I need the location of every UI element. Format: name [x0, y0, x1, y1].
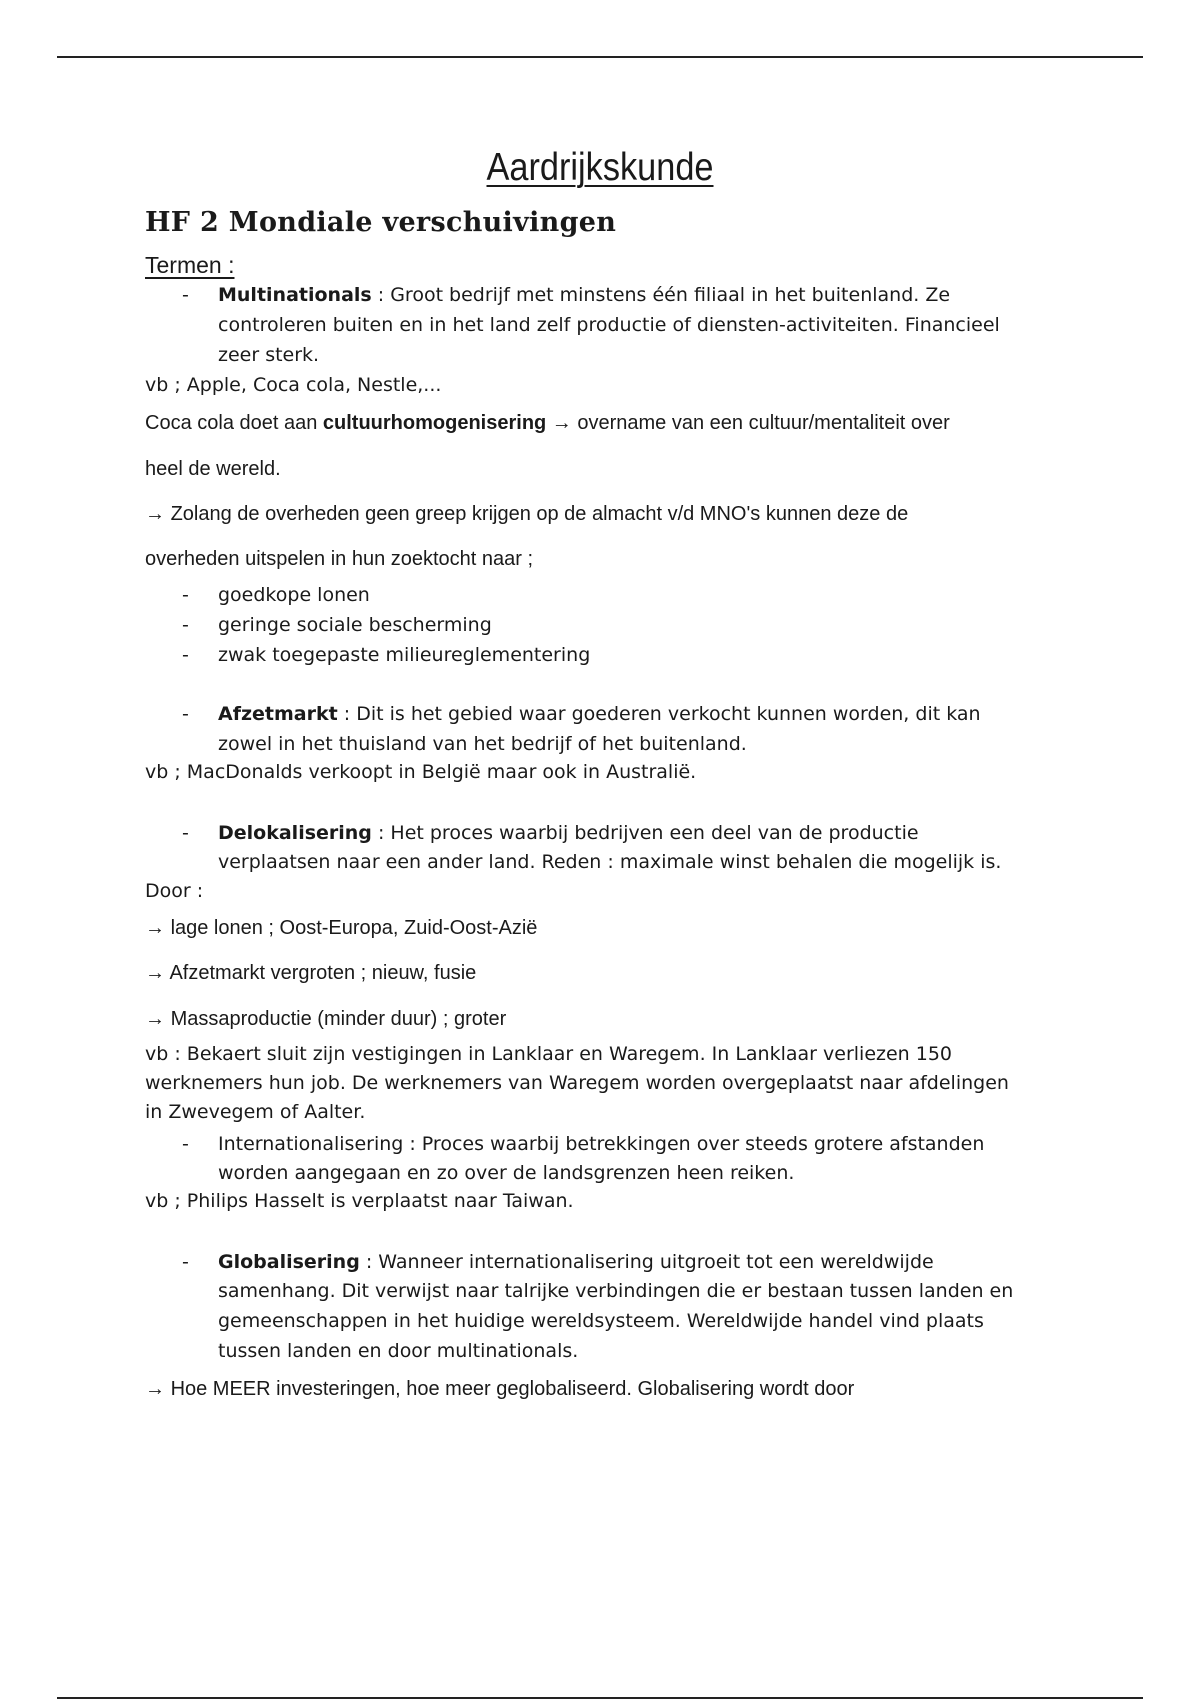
internationalisering-example: vb ; Philips Hasselt is verplaatst naar Taiwan. [145, 1190, 574, 1212]
multinationals-line: Multinationals : Groot bedrijf met minstens één filiaal in het buitenland. Ze [218, 284, 951, 306]
bullet-marker: - [182, 614, 189, 636]
cultuur-line: heel de wereld. [145, 458, 281, 480]
arrow-icon: → [145, 917, 165, 939]
bullet-marker: - [182, 644, 189, 666]
page-title: Aardrijkskunde [486, 146, 714, 189]
overheden-line: overheden uitspelen in hun zoektocht naar ; [145, 548, 534, 570]
bottom-rule [57, 1697, 1143, 1699]
bullet-marker: - [182, 822, 189, 844]
bullet-marker: - [182, 584, 189, 606]
arrow-icon: → [145, 1378, 165, 1400]
list-item: geringe sociale bescherming [218, 614, 492, 636]
delokalisering-line: Delokalisering : Het proces waarbij bedrijven een deel van de productie [218, 822, 919, 844]
top-rule [57, 56, 1143, 58]
section-heading: Termen : [145, 252, 235, 278]
list-item: zwak toegepaste milieureglementering [218, 644, 591, 666]
afzetmarkt-line: zowel in het thuisland van het bedrijf of het buitenland. [218, 733, 747, 755]
term-multinationals: Multinationals [218, 284, 372, 306]
internationalisering-line: Internationalisering : Proces waarbij betrekkingen over steeds grotere afstanden [218, 1133, 985, 1155]
bullet-marker: - [182, 1251, 189, 1273]
reason-line: → Afzetmarkt vergroten ; nieuw, fusie [145, 962, 477, 984]
term-globalisering: Globalisering [218, 1251, 360, 1273]
afzetmarkt-line: Afzetmarkt : Dit is het gebied waar goederen verkocht kunnen worden, dit kan [218, 703, 981, 725]
delokalisering-line: verplaatsen naar een ander land. Reden : maximale winst behalen die mogelijk is. [218, 851, 1002, 873]
arrow-icon: → [145, 962, 165, 984]
internationalisering-line: worden aangegaan en zo over de landsgrenzen heen reiken. [218, 1162, 795, 1184]
globalisering-line: tussen landen en door multinationals. [218, 1340, 579, 1362]
bullet-marker: - [182, 1133, 189, 1155]
globalisering-conclusion: → Hoe MEER investeringen, hoe meer geglobaliseerd. Globalisering wordt door [145, 1378, 855, 1400]
delokalisering-example: in Zwevegem of Aalter. [145, 1101, 366, 1123]
arrow-icon: → [145, 1008, 165, 1030]
delokalisering-example: werknemers hun job. De werknemers van Waregem worden overgeplaatst naar afdelingen [145, 1072, 1009, 1094]
multinationals-line: controleren buiten en in het land zelf productie of diensten-activiteiten. Financieel [218, 314, 1000, 336]
term-cultuurhomogenisering: cultuurhomogenisering [322, 412, 547, 434]
globalisering-line: Globalisering : Wanneer internationalisering uitgroeit tot een wereldwijde [218, 1251, 934, 1273]
reason-line: → Massaproductie (minder duur) ; groter [145, 1008, 507, 1030]
door-label: Door : [145, 880, 204, 902]
term-delokalisering: Delokalisering [218, 822, 372, 844]
arrow-icon: → [145, 503, 165, 525]
globalisering-line: gemeenschappen in het huidige wereldsysteem. Wereldwijde handel vind plaats [218, 1310, 984, 1332]
term-afzetmarkt: Afzetmarkt [218, 703, 338, 725]
globalisering-line: samenhang. Dit verwijst naar talrijke verbindingen die er bestaan tussen landen en [218, 1280, 1014, 1302]
multinationals-line: zeer sterk. [218, 344, 320, 366]
reason-line: → lage lonen ; Oost-Europa, Zuid-Oost-Azië [145, 917, 538, 939]
delokalisering-example: vb : Bekaert sluit zijn vestigingen in Lanklaar en Waregem. In Lanklaar verliezen 150 [145, 1043, 953, 1065]
overheden-line: → Zolang de overheden geen greep krijgen op de almacht v/d MNO's kunnen deze de [145, 503, 909, 525]
bullet-marker: - [182, 284, 189, 306]
list-item: goedkope lonen [218, 584, 370, 606]
cultuur-line: Coca cola doet aan cultuurhomogenisering → overname van een cultuur/mentaliteit over [145, 412, 950, 434]
chapter-heading: HF 2 Mondiale verschuivingen [145, 207, 617, 238]
multinationals-example: vb ; Apple, Coca cola, Nestle,... [145, 374, 442, 396]
bullet-marker: - [182, 703, 189, 725]
afzetmarkt-example: vb ; MacDonalds verkoopt in België maar ook in Australië. [145, 761, 697, 783]
